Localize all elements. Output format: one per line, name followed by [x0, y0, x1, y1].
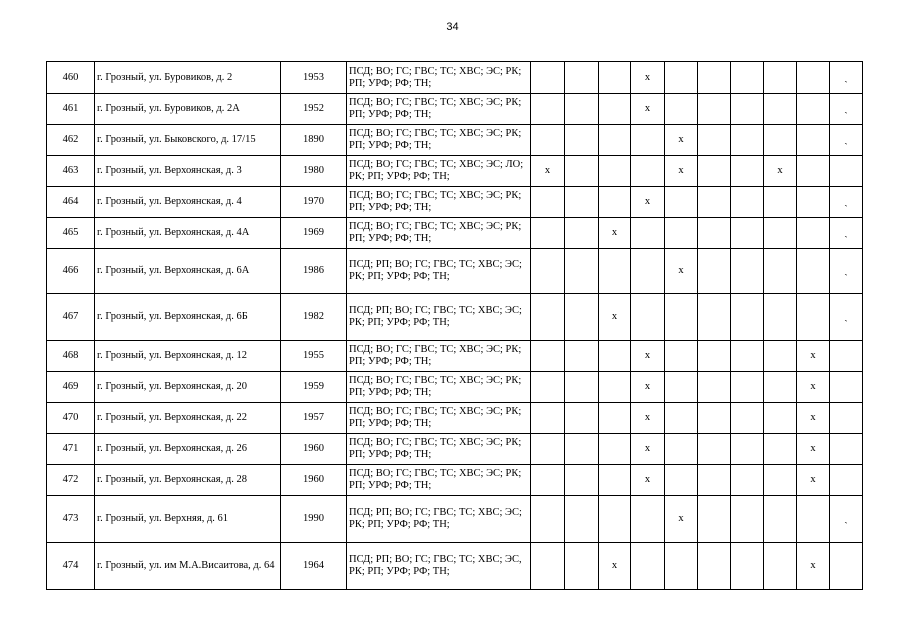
- mark-cell: [797, 187, 830, 218]
- table-row: [47, 372, 863, 403]
- mark-cell: [764, 403, 797, 434]
- year-built-cell: 1990: [281, 496, 347, 543]
- year-built-cell: 1982: [281, 294, 347, 341]
- address-cell: г. Грозный, ул. Буровиков, д. 2: [95, 62, 281, 94]
- address-cell: г. Грозный, ул. Верхоянская, д. 6Б: [95, 294, 281, 341]
- mark-cell: [565, 403, 599, 434]
- mark-cell: [599, 465, 631, 496]
- mark-cell: [698, 94, 731, 125]
- mark-cell: [665, 341, 698, 372]
- mark-cell: x: [631, 465, 665, 496]
- mark-cell: [731, 403, 764, 434]
- address-cell: г. Грозный, ул. Верхоянская, д. 12: [95, 341, 281, 372]
- services-cell: ПСД; ВО; ГС; ГВС; ТС; ХВС; ЭС; РК; РП; УРФ; РФ; ТН;: [347, 434, 531, 465]
- mark-cell: [531, 496, 565, 543]
- mark-cell: ˎ: [830, 496, 863, 543]
- mark-cell: [599, 156, 631, 187]
- services-cell: ПСД; ВО; ГС; ГВС; ТС; ХВС; ЭС; РК; РП; УРФ; РФ; ТН;: [347, 465, 531, 496]
- mark-cell: [665, 294, 698, 341]
- row-number-cell: 472: [47, 465, 95, 496]
- row-number-cell: 466: [47, 249, 95, 294]
- mark-cell: x: [531, 156, 565, 187]
- mark-cell: [599, 403, 631, 434]
- mark-cell: x: [665, 249, 698, 294]
- row-number-cell: 461: [47, 94, 95, 125]
- mark-cell: [797, 125, 830, 156]
- mark-cell: [830, 156, 863, 187]
- mark-cell: [665, 62, 698, 94]
- mark-cell: [797, 218, 830, 249]
- services-cell: ПСД; ВО; ГС; ГВС; ТС; ХВС; ЭС; РК; РП; УРФ; РФ; ТН;: [347, 187, 531, 218]
- mark-cell: ˎ: [830, 249, 863, 294]
- mark-cell: ˎ: [830, 62, 863, 94]
- table-row: [47, 249, 863, 294]
- mark-cell: [764, 187, 797, 218]
- services-cell: ПСД; РП; ВО; ГС; ГВС; ТС; ХВС; ЭС; РК; РП; УРФ; РФ; ТН;: [347, 294, 531, 341]
- table-row: [47, 294, 863, 341]
- mark-cell: [565, 94, 599, 125]
- table-row: [47, 94, 863, 125]
- services-cell: ПСД; ВО; ГС; ГВС; ТС; ХВС; ЭС; РК; РП; УРФ; РФ; ТН;: [347, 125, 531, 156]
- table-row: [47, 434, 863, 465]
- mark-cell: [698, 372, 731, 403]
- mark-cell: [698, 218, 731, 249]
- mark-cell: [764, 465, 797, 496]
- year-built-cell: 1960: [281, 465, 347, 496]
- mark-cell: [731, 465, 764, 496]
- address-cell: г. Грозный, ул. Верхоянская, д. 20: [95, 372, 281, 403]
- mark-cell: [665, 403, 698, 434]
- mark-cell: [764, 94, 797, 125]
- mark-cell: [797, 156, 830, 187]
- table-row: [47, 218, 863, 249]
- mark-cell: [797, 62, 830, 94]
- mark-cell: [531, 294, 565, 341]
- address-cell: г. Грозный, ул. им М.А.Висаитова, д. 64: [95, 543, 281, 590]
- table-row: [47, 465, 863, 496]
- mark-cell: [698, 341, 731, 372]
- table-row: [47, 403, 863, 434]
- mark-cell: [731, 543, 764, 590]
- mark-cell: [531, 465, 565, 496]
- mark-cell: [531, 341, 565, 372]
- mark-cell: [565, 434, 599, 465]
- row-number-cell: 462: [47, 125, 95, 156]
- mark-cell: [830, 341, 863, 372]
- mark-cell: [797, 496, 830, 543]
- mark-cell: [565, 543, 599, 590]
- mark-cell: [764, 434, 797, 465]
- mark-cell: x: [631, 94, 665, 125]
- mark-cell: x: [797, 465, 830, 496]
- mark-cell: x: [631, 341, 665, 372]
- mark-cell: ˎ: [830, 125, 863, 156]
- mark-cell: [631, 249, 665, 294]
- mark-cell: [599, 187, 631, 218]
- row-number-cell: 460: [47, 62, 95, 94]
- year-built-cell: 1890: [281, 125, 347, 156]
- year-built-cell: 1980: [281, 156, 347, 187]
- mark-cell: [698, 403, 731, 434]
- mark-cell: x: [665, 125, 698, 156]
- mark-cell: [599, 94, 631, 125]
- mark-cell: [631, 156, 665, 187]
- mark-cell: x: [797, 543, 830, 590]
- mark-cell: [731, 94, 764, 125]
- mark-cell: [531, 187, 565, 218]
- mark-cell: [731, 372, 764, 403]
- mark-cell: [599, 372, 631, 403]
- address-cell: г. Грозный, ул. Буровиков, д. 2А: [95, 94, 281, 125]
- row-number-cell: 471: [47, 434, 95, 465]
- mark-cell: [599, 434, 631, 465]
- address-cell: г. Грозный, ул. Верхоянская, д. 4: [95, 187, 281, 218]
- mark-cell: x: [797, 403, 830, 434]
- mark-cell: [599, 341, 631, 372]
- mark-cell: [698, 465, 731, 496]
- mark-cell: [797, 94, 830, 125]
- row-number-cell: 469: [47, 372, 95, 403]
- services-cell: ПСД; РП; ВО; ГС; ГВС; ТС; ХВС; ЭС; РК; РП; УРФ; РФ; ТН;: [347, 496, 531, 543]
- mark-cell: [830, 543, 863, 590]
- mark-cell: [797, 249, 830, 294]
- mark-cell: [531, 62, 565, 94]
- mark-cell: [665, 543, 698, 590]
- mark-cell: [665, 465, 698, 496]
- services-cell: ПСД; ВО; ГС; ГВС; ТС; ХВС; ЭС; РК; РП; УРФ; РФ; ТН;: [347, 62, 531, 94]
- mark-cell: [830, 372, 863, 403]
- year-built-cell: 1986: [281, 249, 347, 294]
- services-cell: ПСД; РП; ВО; ГС; ГВС; ТС; ХВС; ЭС; РК; РП; УРФ; РФ; ТН;: [347, 249, 531, 294]
- address-cell: г. Грозный, ул. Верхоянская, д. 26: [95, 434, 281, 465]
- mark-cell: [764, 372, 797, 403]
- mark-cell: x: [797, 341, 830, 372]
- address-cell: г. Грозный, ул. Верхоянская, д. 3: [95, 156, 281, 187]
- mark-cell: [599, 62, 631, 94]
- mark-cell: [764, 496, 797, 543]
- mark-cell: ˎ: [830, 218, 863, 249]
- row-number-cell: 468: [47, 341, 95, 372]
- mark-cell: [565, 465, 599, 496]
- mark-cell: [531, 125, 565, 156]
- address-cell: г. Грозный, ул. Верхоянская, д. 28: [95, 465, 281, 496]
- row-number-cell: 470: [47, 403, 95, 434]
- mark-cell: x: [631, 62, 665, 94]
- mark-cell: [631, 294, 665, 341]
- mark-cell: [565, 62, 599, 94]
- mark-cell: [599, 496, 631, 543]
- mark-cell: [698, 434, 731, 465]
- mark-cell: [565, 125, 599, 156]
- table-row: [47, 496, 863, 543]
- mark-cell: [731, 156, 764, 187]
- year-built-cell: 1964: [281, 543, 347, 590]
- mark-cell: [698, 294, 731, 341]
- mark-cell: [698, 125, 731, 156]
- mark-cell: x: [797, 434, 830, 465]
- mark-cell: [731, 496, 764, 543]
- mark-cell: [731, 249, 764, 294]
- mark-cell: [565, 156, 599, 187]
- services-cell: ПСД; ВО; ГС; ГВС; ТС; ХВС; ЭС; РК; РП; УРФ; РФ; ТН;: [347, 341, 531, 372]
- table-row: [47, 341, 863, 372]
- mark-cell: x: [599, 543, 631, 590]
- mark-cell: [698, 496, 731, 543]
- year-built-cell: 1969: [281, 218, 347, 249]
- year-built-cell: 1957: [281, 403, 347, 434]
- mark-cell: [665, 94, 698, 125]
- mark-cell: ˎ: [830, 294, 863, 341]
- row-number-cell: 465: [47, 218, 95, 249]
- table-row: [47, 156, 863, 187]
- mark-cell: [665, 218, 698, 249]
- mark-cell: [565, 249, 599, 294]
- year-built-cell: 1955: [281, 341, 347, 372]
- mark-cell: [830, 465, 863, 496]
- year-built-cell: 1960: [281, 434, 347, 465]
- housing-registry-table: [46, 61, 863, 590]
- mark-cell: [830, 434, 863, 465]
- mark-cell: [565, 218, 599, 249]
- mark-cell: [531, 218, 565, 249]
- mark-cell: [631, 125, 665, 156]
- mark-cell: [764, 294, 797, 341]
- mark-cell: [830, 403, 863, 434]
- mark-cell: [764, 62, 797, 94]
- address-cell: г. Грозный, ул. Верхоянская, д. 6А: [95, 249, 281, 294]
- mark-cell: [599, 249, 631, 294]
- row-number-cell: 473: [47, 496, 95, 543]
- mark-cell: [731, 434, 764, 465]
- mark-cell: [731, 341, 764, 372]
- mark-cell: [731, 62, 764, 94]
- mark-cell: x: [631, 434, 665, 465]
- table-row: [47, 543, 863, 590]
- mark-cell: [531, 434, 565, 465]
- mark-cell: [698, 187, 731, 218]
- mark-cell: x: [599, 218, 631, 249]
- mark-cell: ˎ: [830, 187, 863, 218]
- address-cell: г. Грозный, ул. Быковского, д. 17/15: [95, 125, 281, 156]
- mark-cell: x: [631, 403, 665, 434]
- mark-cell: x: [764, 156, 797, 187]
- services-cell: ПСД; ВО; ГС; ГВС; ТС; ХВС; ЭС; ЛО; РК; РП; УРФ; РФ; ТН;: [347, 156, 531, 187]
- mark-cell: [764, 341, 797, 372]
- mark-cell: x: [665, 496, 698, 543]
- address-cell: г. Грозный, ул. Верхоянская, д. 4А: [95, 218, 281, 249]
- mark-cell: x: [599, 294, 631, 341]
- mark-cell: x: [631, 187, 665, 218]
- row-number-cell: 463: [47, 156, 95, 187]
- mark-cell: ˎ: [830, 94, 863, 125]
- year-built-cell: 1959: [281, 372, 347, 403]
- mark-cell: [531, 543, 565, 590]
- mark-cell: [631, 218, 665, 249]
- mark-cell: [531, 403, 565, 434]
- mark-cell: [665, 372, 698, 403]
- mark-cell: [797, 294, 830, 341]
- mark-cell: [698, 62, 731, 94]
- mark-cell: [764, 543, 797, 590]
- mark-cell: [531, 249, 565, 294]
- mark-cell: [698, 249, 731, 294]
- mark-cell: [731, 218, 764, 249]
- mark-cell: [565, 294, 599, 341]
- mark-cell: [698, 543, 731, 590]
- mark-cell: [764, 218, 797, 249]
- mark-cell: [531, 372, 565, 403]
- mark-cell: [565, 341, 599, 372]
- address-cell: г. Грозный, ул. Верхоянская, д. 22: [95, 403, 281, 434]
- services-cell: ПСД; ВО; ГС; ГВС; ТС; ХВС; ЭС; РК; РП; УРФ; РФ; ТН;: [347, 372, 531, 403]
- services-cell: ПСД; ВО; ГС; ГВС; ТС; ХВС; ЭС; РК; РП; УРФ; РФ; ТН;: [347, 218, 531, 249]
- mark-cell: [698, 156, 731, 187]
- services-cell: ПСД; ВО; ГС; ГВС; ТС; ХВС; ЭС; РК; РП; УРФ; РФ; ТН;: [347, 94, 531, 125]
- mark-cell: [731, 187, 764, 218]
- mark-cell: [764, 125, 797, 156]
- table-row: [47, 62, 863, 94]
- mark-cell: [631, 496, 665, 543]
- services-cell: ПСД; РП; ВО; ГС; ГВС; ТС; ХВС; ЭС, РК; РП; УРФ; РФ; ТН;: [347, 543, 531, 590]
- row-number-cell: 474: [47, 543, 95, 590]
- table-row: [47, 187, 863, 218]
- address-cell: г. Грозный, ул. Верхняя, д. 61: [95, 496, 281, 543]
- mark-cell: [665, 434, 698, 465]
- mark-cell: x: [665, 156, 698, 187]
- year-built-cell: 1953: [281, 62, 347, 94]
- mark-cell: [665, 187, 698, 218]
- table-body: [47, 62, 863, 590]
- mark-cell: [731, 125, 764, 156]
- row-number-cell: 464: [47, 187, 95, 218]
- mark-cell: [565, 372, 599, 403]
- page-number: 34: [446, 21, 459, 33]
- year-built-cell: 1970: [281, 187, 347, 218]
- mark-cell: [565, 187, 599, 218]
- mark-cell: x: [797, 372, 830, 403]
- mark-cell: [764, 249, 797, 294]
- table-row: [47, 125, 863, 156]
- year-built-cell: 1952: [281, 94, 347, 125]
- mark-cell: [631, 543, 665, 590]
- mark-cell: [565, 496, 599, 543]
- mark-cell: [599, 125, 631, 156]
- mark-cell: x: [631, 372, 665, 403]
- row-number-cell: 467: [47, 294, 95, 341]
- services-cell: ПСД; ВО; ГС; ГВС; ТС; ХВС; ЭС; РК; РП; УРФ; РФ; ТН;: [347, 403, 531, 434]
- mark-cell: [531, 94, 565, 125]
- mark-cell: [731, 294, 764, 341]
